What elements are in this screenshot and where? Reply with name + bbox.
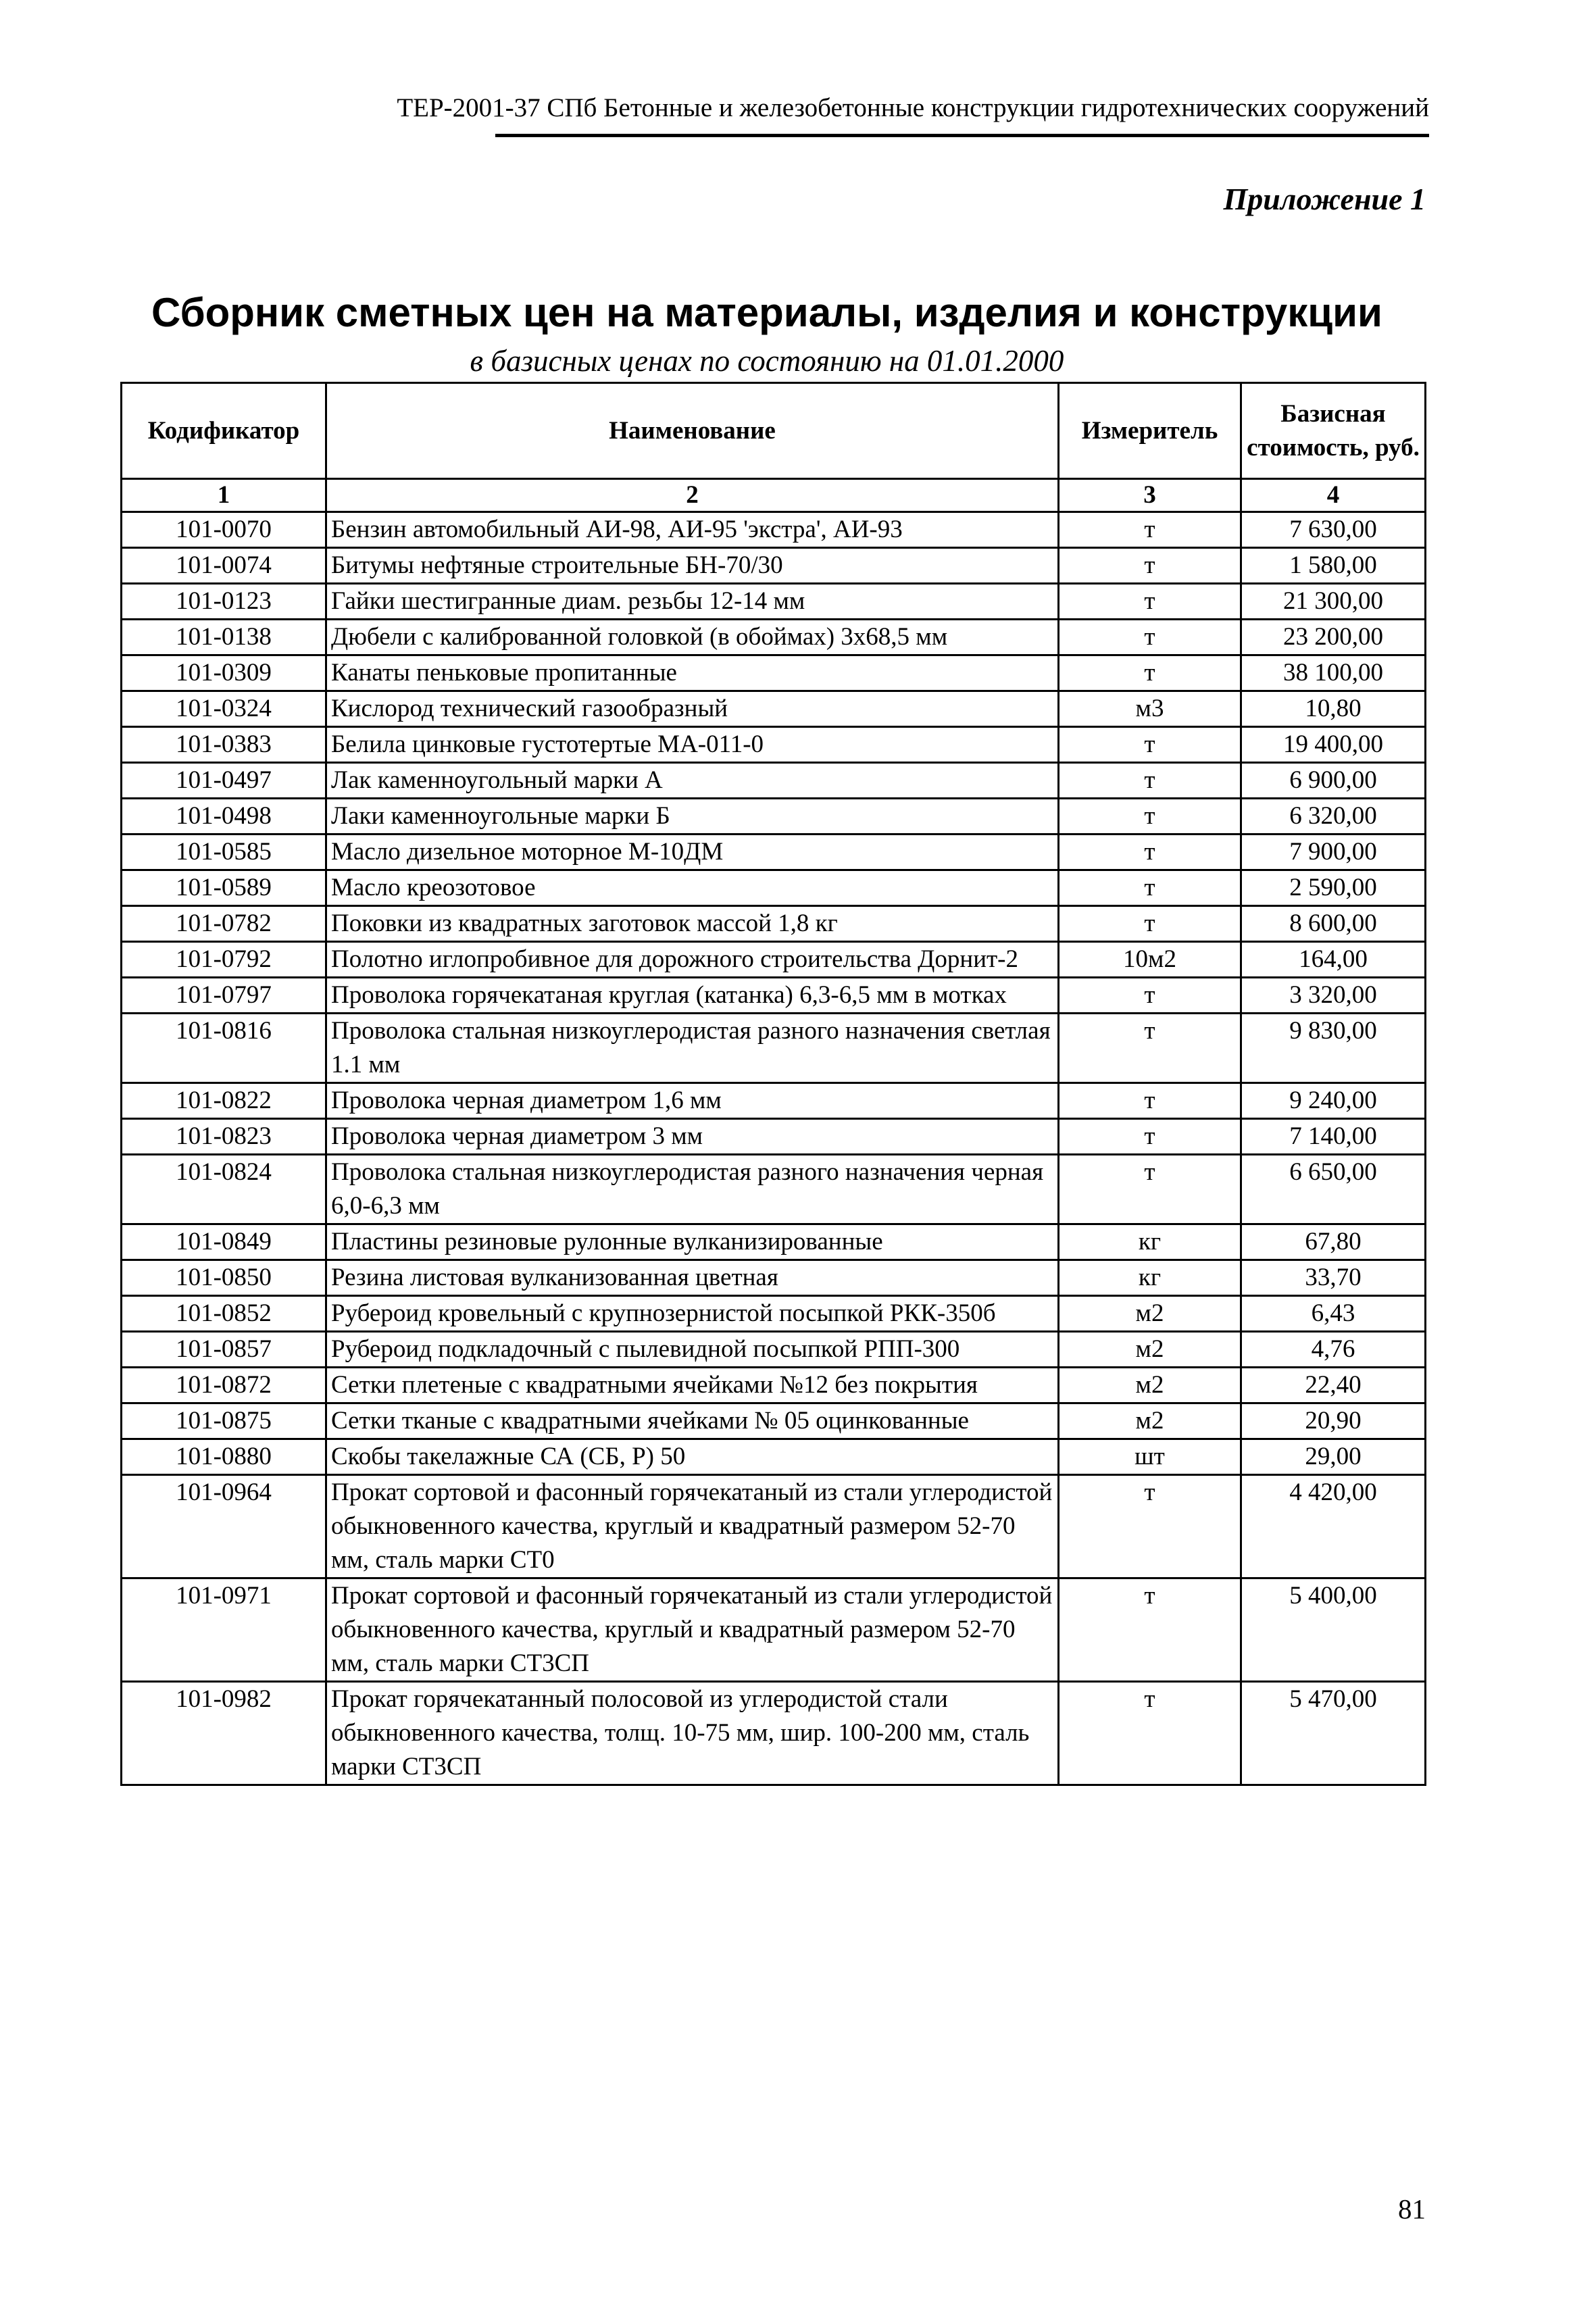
- cell-name: Масло дизельное моторное М-10ДМ: [326, 835, 1059, 870]
- page-number: 81: [1398, 2193, 1426, 2224]
- cell-price: 164,00: [1241, 942, 1426, 978]
- cell-code: 101-0872: [122, 1368, 326, 1403]
- cell-code: 101-0982: [122, 1682, 326, 1785]
- table-header-row: [122, 383, 1426, 479]
- cell-price: 21 300,00: [1241, 584, 1426, 620]
- cell-name: Резина листовая вулканизованная цветная: [326, 1260, 1059, 1296]
- cell-code: 101-0852: [122, 1296, 326, 1332]
- cell-name: Полотно иглопробивное для дорожного строительства Дорнит-2: [326, 942, 1059, 978]
- appendix-label: Приложение 1: [1223, 182, 1426, 216]
- cell-price: 20,90: [1241, 1403, 1426, 1439]
- column-number: 3: [1059, 479, 1241, 512]
- cell-unit: т: [1059, 1119, 1241, 1155]
- cell-code: 101-0070: [122, 512, 326, 548]
- cell-price: 7 140,00: [1241, 1119, 1426, 1155]
- cell-code: 101-0324: [122, 691, 326, 727]
- cell-price: 7 900,00: [1241, 835, 1426, 870]
- cell-unit: т: [1059, 763, 1241, 799]
- cell-price: 67,80: [1241, 1224, 1426, 1260]
- cell-price: 22,40: [1241, 1368, 1426, 1403]
- cell-code: 101-0816: [122, 1014, 326, 1083]
- cell-price: 9 240,00: [1241, 1083, 1426, 1119]
- header-code: Кодификатор: [122, 383, 326, 479]
- table-row: [122, 512, 1426, 548]
- table-row: [122, 1155, 1426, 1224]
- table-row: [122, 1439, 1426, 1475]
- cell-price: 6 320,00: [1241, 799, 1426, 835]
- cell-code: 101-0797: [122, 978, 326, 1014]
- cell-name: Проволока стальная низкоуглеродистая разного назначения светлая 1.1 мм: [326, 1014, 1059, 1083]
- cell-unit: т: [1059, 1014, 1241, 1083]
- cell-unit: т: [1059, 548, 1241, 584]
- cell-unit: т: [1059, 870, 1241, 906]
- cell-code: 101-0138: [122, 620, 326, 655]
- cell-price: 5 400,00: [1241, 1578, 1426, 1682]
- cell-name: Белила цинковые густотертые МА-011-0: [326, 727, 1059, 763]
- cell-price: 33,70: [1241, 1260, 1426, 1296]
- cell-unit: м3: [1059, 691, 1241, 727]
- cell-code: 101-0849: [122, 1224, 326, 1260]
- cell-code: 101-0123: [122, 584, 326, 620]
- cell-code: 101-0074: [122, 548, 326, 584]
- table-row: [122, 655, 1426, 691]
- cell-price: 10,80: [1241, 691, 1426, 727]
- cell-unit: м2: [1059, 1296, 1241, 1332]
- table-row: [122, 835, 1426, 870]
- cell-code: 101-0822: [122, 1083, 326, 1119]
- cell-code: 101-0964: [122, 1475, 326, 1578]
- cell-name: Проволока горячекатаная круглая (катанка) 6,3-6,5 мм в мотках: [326, 978, 1059, 1014]
- table-row: [122, 870, 1426, 906]
- table-row: [122, 799, 1426, 835]
- cell-name: Рубероид кровельный с крупнозернистой посыпкой РКК-350б: [326, 1296, 1059, 1332]
- cell-unit: т: [1059, 799, 1241, 835]
- table-row: [122, 763, 1426, 799]
- table-row: [122, 727, 1426, 763]
- column-number: 4: [1241, 479, 1426, 512]
- table-row: [122, 691, 1426, 727]
- cell-unit: т: [1059, 655, 1241, 691]
- cell-price: 23 200,00: [1241, 620, 1426, 655]
- cell-name: Сетки тканые с квадратными ячейками № 05 оцинкованные: [326, 1403, 1059, 1439]
- cell-unit: т: [1059, 835, 1241, 870]
- table-body: [122, 512, 1426, 1785]
- table-row: [122, 1578, 1426, 1682]
- cell-price: 4 420,00: [1241, 1475, 1426, 1578]
- column-number-row: [122, 479, 1426, 512]
- running-title: ТЕР-2001-37 СПб Бетонные и железобетонные конструкции гидротехнических сооружений: [397, 93, 1429, 122]
- cell-name: Канаты пеньковые пропитанные: [326, 655, 1059, 691]
- cell-name: Прокат горячекатанный полосовой из углеродистой стали обыкновенного качества, толщ. 10-75 мм, шир. 100-200 мм, сталь марки СТ3СП: [326, 1682, 1059, 1785]
- cell-price: 3 320,00: [1241, 978, 1426, 1014]
- cell-name: Проволока черная диаметром 1,6 мм: [326, 1083, 1059, 1119]
- table-row: [122, 1332, 1426, 1368]
- table-row: [122, 1368, 1426, 1403]
- cell-name: Проволока стальная низкоуглеродистая разного назначения черная 6,0-6,3 мм: [326, 1155, 1059, 1224]
- cell-price: 19 400,00: [1241, 727, 1426, 763]
- cell-unit: м2: [1059, 1403, 1241, 1439]
- table-row: [122, 1119, 1426, 1155]
- cell-unit: т: [1059, 1475, 1241, 1578]
- cell-price: 9 830,00: [1241, 1014, 1426, 1083]
- cell-price: 29,00: [1241, 1439, 1426, 1475]
- cell-unit: кг: [1059, 1224, 1241, 1260]
- cell-code: 101-0823: [122, 1119, 326, 1155]
- cell-name: Лаки каменноугольные марки Б: [326, 799, 1059, 835]
- cell-unit: т: [1059, 1083, 1241, 1119]
- cell-unit: т: [1059, 1578, 1241, 1682]
- cell-name: Дюбели с калиброванной головкой (в обоймах) 3х68,5 мм: [326, 620, 1059, 655]
- cell-price: 38 100,00: [1241, 655, 1426, 691]
- cell-name: Лак каменноугольный марки А: [326, 763, 1059, 799]
- cell-price: 6,43: [1241, 1296, 1426, 1332]
- cell-code: 101-0857: [122, 1332, 326, 1368]
- cell-unit: т: [1059, 1155, 1241, 1224]
- cell-name: Бензин автомобильный АИ-98, АИ-95 'экстра', АИ-93: [326, 512, 1059, 548]
- table-row: [122, 1083, 1426, 1119]
- table-row: [122, 548, 1426, 584]
- header-unit: Измеритель: [1059, 383, 1241, 479]
- cell-unit: т: [1059, 978, 1241, 1014]
- cell-code: 101-0880: [122, 1439, 326, 1475]
- price-table: [120, 382, 1426, 1786]
- cell-unit: т: [1059, 584, 1241, 620]
- table-row: [122, 584, 1426, 620]
- cell-code: 101-0824: [122, 1155, 326, 1224]
- cell-price: 6 650,00: [1241, 1155, 1426, 1224]
- cell-price: 2 590,00: [1241, 870, 1426, 906]
- table-row: [122, 1296, 1426, 1332]
- table-row: [122, 1224, 1426, 1260]
- cell-unit: шт: [1059, 1439, 1241, 1475]
- cell-unit: т: [1059, 620, 1241, 655]
- cell-price: 6 900,00: [1241, 763, 1426, 799]
- cell-name: Прокат сортовой и фасонный горячекатаный из стали углеродистой обыкновенного качества, круглый и квадратный размером 52-70 мм, сталь марки СТ3СП: [326, 1578, 1059, 1682]
- header-price: Базисная стоимость, руб.: [1241, 383, 1426, 479]
- cell-name: Проволока черная диаметром 3 мм: [326, 1119, 1059, 1155]
- cell-code: 101-0383: [122, 727, 326, 763]
- document-title: Сборник сметных цен на материалы, изделия и конструкции: [151, 290, 1382, 335]
- column-number: 2: [326, 479, 1059, 512]
- cell-unit: кг: [1059, 1260, 1241, 1296]
- cell-name: Прокат сортовой и фасонный горячекатаный из стали углеродистой обыкновенного качества, круглый и квадратный размером 52-70 мм, сталь марки СТ0: [326, 1475, 1059, 1578]
- table-row: [122, 1403, 1426, 1439]
- table-row: [122, 1475, 1426, 1578]
- cell-code: 101-0497: [122, 763, 326, 799]
- cell-name: Гайки шестигранные диам. резьбы 12-14 мм: [326, 584, 1059, 620]
- header-rule: [495, 134, 1429, 137]
- cell-unit: т: [1059, 906, 1241, 942]
- document-subtitle: в базисных ценах по состоянию на 01.01.2000: [470, 344, 1064, 378]
- table-row: [122, 620, 1426, 655]
- cell-code: 101-0850: [122, 1260, 326, 1296]
- cell-price: 5 470,00: [1241, 1682, 1426, 1785]
- cell-code: 101-0589: [122, 870, 326, 906]
- table-row: [122, 1260, 1426, 1296]
- cell-code: 101-0971: [122, 1578, 326, 1682]
- cell-code: 101-0498: [122, 799, 326, 835]
- cell-unit: м2: [1059, 1332, 1241, 1368]
- cell-code: 101-0585: [122, 835, 326, 870]
- cell-unit: т: [1059, 512, 1241, 548]
- cell-code: 101-0792: [122, 942, 326, 978]
- cell-code: 101-0782: [122, 906, 326, 942]
- cell-unit: т: [1059, 1682, 1241, 1785]
- cell-name: Сетки плетеные с квадратными ячейками №12 без покрытия: [326, 1368, 1059, 1403]
- table-row: [122, 978, 1426, 1014]
- table-row: [122, 906, 1426, 942]
- cell-price: 4,76: [1241, 1332, 1426, 1368]
- table-row: [122, 1682, 1426, 1785]
- cell-name: Пластины резиновые рулонные вулканизированные: [326, 1224, 1059, 1260]
- cell-name: Масло креозотовое: [326, 870, 1059, 906]
- cell-name: Поковки из квадратных заготовок массой 1,8 кг: [326, 906, 1059, 942]
- cell-name: Битумы нефтяные строительные БН-70/30: [326, 548, 1059, 584]
- cell-price: 7 630,00: [1241, 512, 1426, 548]
- cell-name: Кислород технический газообразный: [326, 691, 1059, 727]
- cell-unit: 10м2: [1059, 942, 1241, 978]
- cell-name: Скобы такелажные СА (СБ, Р) 50: [326, 1439, 1059, 1475]
- cell-unit: м2: [1059, 1368, 1241, 1403]
- cell-price: 8 600,00: [1241, 906, 1426, 942]
- column-number: 1: [122, 479, 326, 512]
- header-name: Наименование: [326, 383, 1059, 479]
- table-row: [122, 1014, 1426, 1083]
- table-row: [122, 942, 1426, 978]
- cell-code: 101-0875: [122, 1403, 326, 1439]
- cell-code: 101-0309: [122, 655, 326, 691]
- cell-unit: т: [1059, 727, 1241, 763]
- cell-price: 1 580,00: [1241, 548, 1426, 584]
- cell-name: Рубероид подкладочный с пылевидной посыпкой РПП-300: [326, 1332, 1059, 1368]
